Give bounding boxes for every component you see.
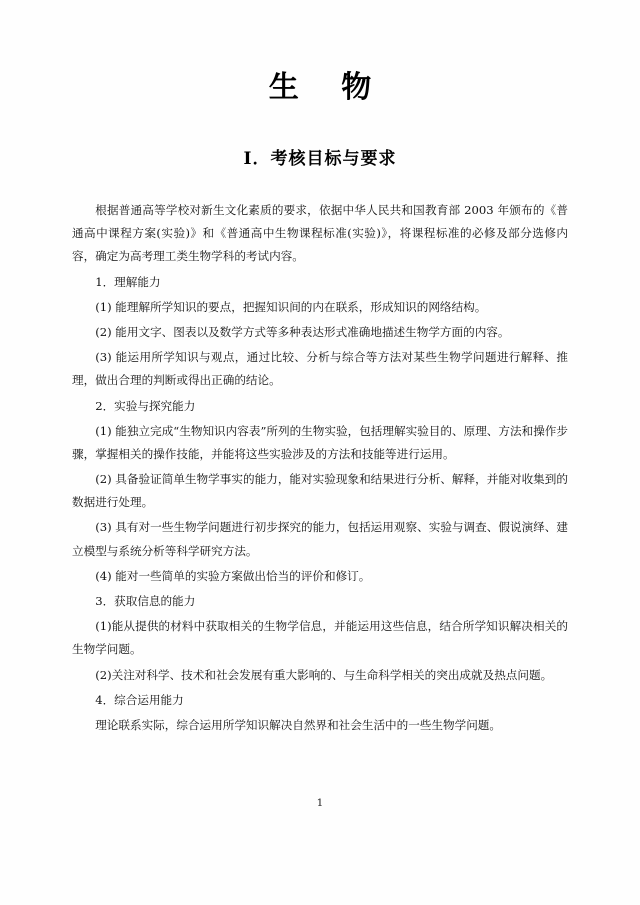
paragraph-heading-4: 4．综合运用能力 [95,692,184,707]
document-body [72,169,568,737]
paragraph-heading-1: 1．理解能力 [95,274,161,289]
paragraph-heading-2: 2．实验与探究能力 [95,398,196,413]
paragraph-heading-3: 3．获取信息的能力 [95,594,196,608]
page-title: 生 物 [268,70,388,105]
paragraph-1-1: (1) 能理解所学知识的要点，把握知识间的内在联系，形成知识的网络结构。 [95,299,487,314]
paragraph-1-2: (2) 能用文字、图表以及数学方式等多种表达形式准确地描述生物学方面的内容。 [95,324,510,339]
paragraph-1-3: (3) 能运用所学知识与观点，通过比较、分析与综合等方法对某些生物学问题进行解释、推理，做出合理的判断或得出正确的结论。 [72,350,568,388]
paragraph-3-2: (2)关注对科学、技术和社会发展有重大影响的、与生命科学相关的突出成就及热点问题。 [95,667,553,682]
paragraph-2-2: (2) 具备验证简单生物学事实的能力，能对实验现象和结果进行分析、解释，并能对收集到的数据进行处理。 [72,472,568,510]
page-number: 1 [316,797,324,809]
paragraph-2-4: (4) 能对一些简单的实验方案做出恰当的评价和修订。 [95,568,371,583]
paragraph-intro: 根据普通高等学校对新生文化素质的要求，依据中华人民共和国教育部 2003 年颁布的《普通高中课程方案(实验)》和《普通高中生物课程标准(实验)》，将课程标准的必修及部分选修内容，确定为高考理工类生物学科的考试内容。 [72,203,568,264]
section-heading: Ⅰ．考核目标与要求 [243,149,397,169]
paragraph-2-1: (1) 能独立完成“生物知识内容表”所列的生物实验，包括理解实验目的、原理、方法和操作步骤，掌握相关的操作技能，并能将这些实验涉及的方法和技能等进行运用。 [72,423,568,461]
paragraph-4-1: 理论联系实际，综合运用所学知识解决自然界和社会生活中的一些生物学问题。 [95,717,501,732]
paragraph-3-1: (1)能从提供的材料中获取相关的生物学信息，并能运用这些信息，结合所学知识解决相关的生物学问题。 [72,619,568,657]
paragraph-2-3: (3) 具有对一些生物学问题进行初步探究的能力，包括运用观察、实验与调查、假说演绎、建立模型与系统分析等科学研究方法。 [72,520,568,558]
